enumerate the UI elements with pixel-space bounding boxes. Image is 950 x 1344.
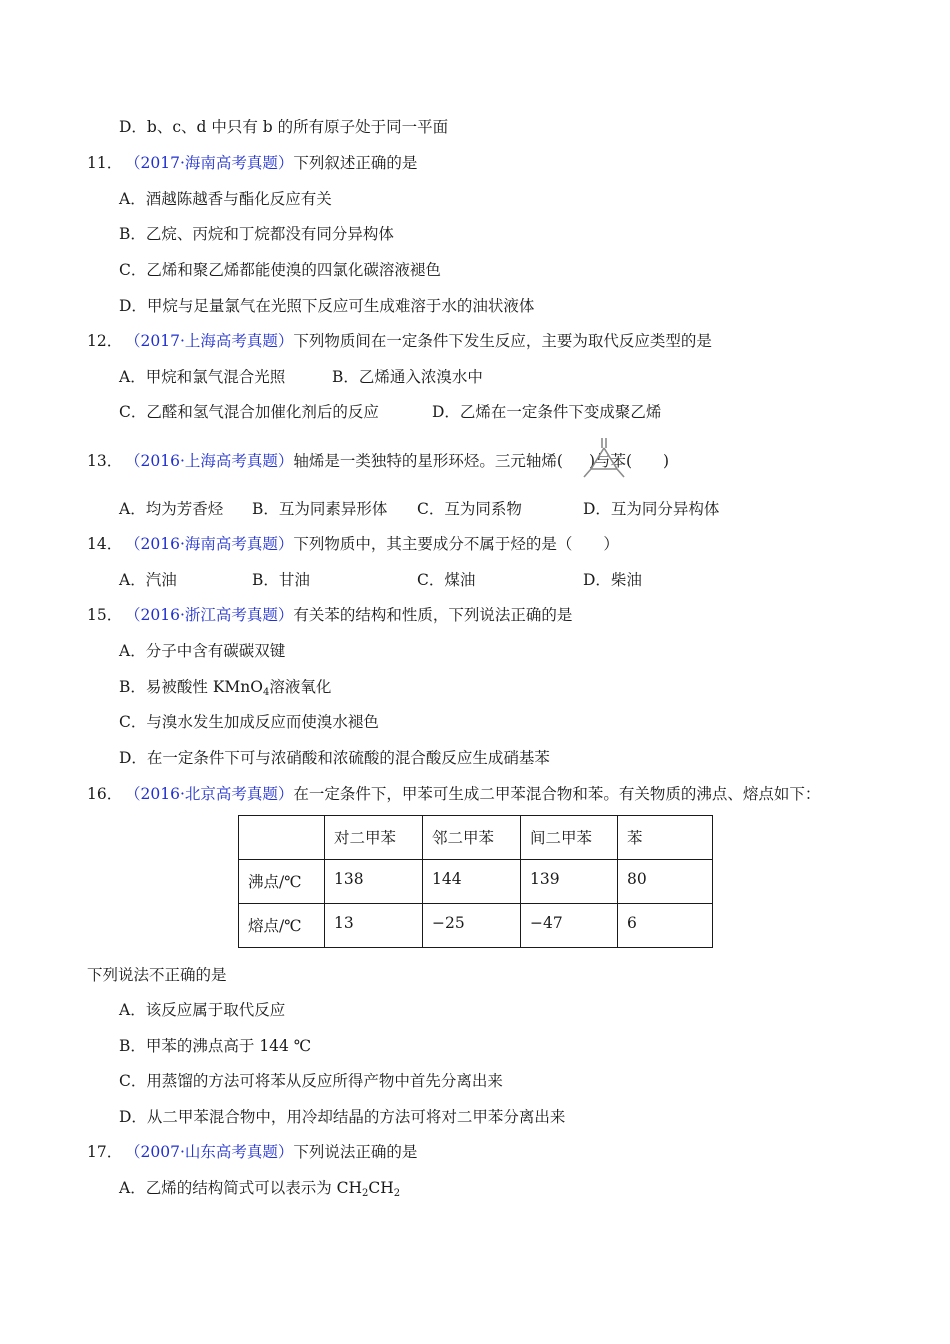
question-source: （2016·海南高考真题） xyxy=(125,535,294,553)
question-11 xyxy=(87,153,417,173)
table-header-cell: 苯 xyxy=(618,816,713,860)
question-stem-part-2: )与苯( ) xyxy=(588,452,670,470)
q15-option-b xyxy=(119,677,331,703)
option-text: CH xyxy=(368,1179,394,1197)
q15-option-c: C．与溴水发生加成反应而使溴水褪色 xyxy=(119,713,379,731)
question-stem: 下列物质间在一定条件下发生反应，主要为取代反应类型的是 xyxy=(293,332,712,350)
question-number: 11． xyxy=(87,154,123,172)
q11-option-b: B．乙烷、丙烷和丁烷都没有同分异构体 xyxy=(119,225,394,243)
subscript: 4 xyxy=(262,687,270,698)
q13-option-d: D．互为同分异构体 xyxy=(583,500,720,518)
question-number: 17． xyxy=(87,1143,123,1161)
table-cell: 144 xyxy=(423,860,521,904)
table-cell: 6 xyxy=(618,904,713,948)
table-cell: −47 xyxy=(521,904,618,948)
properties-table xyxy=(238,815,713,948)
question-source: （2016·北京高考真题） xyxy=(125,785,294,803)
table-cell: 13 xyxy=(325,904,423,948)
table-cell: 138 xyxy=(325,860,423,904)
question-number: 14． xyxy=(87,535,123,553)
q16-lead-text: 下列说法不正确的是 xyxy=(87,966,227,984)
question-stem: 下列物质中，其主要成分不属于烃的是（ ） xyxy=(293,535,619,553)
question-12 xyxy=(87,331,712,351)
table-header-cell: 邻二甲苯 xyxy=(423,816,521,860)
subscript: 2 xyxy=(393,1188,401,1199)
table-header-row xyxy=(239,816,713,860)
q11-option-c: C．乙烯和聚乙烯都能使溴的四氯化碳溶液褪色 xyxy=(119,261,441,279)
q14-option-b: B．甘油 xyxy=(252,571,310,589)
table-header-cell: 对二甲苯 xyxy=(325,816,423,860)
question-number: 15． xyxy=(87,606,123,624)
q14-option-d: D．柴油 xyxy=(583,571,642,589)
question-source: （2016·上海高考真题） xyxy=(125,452,294,470)
question-stem-part-1: 轴烯是一类独特的星形环烃。三元轴烯( xyxy=(293,452,563,470)
table-cell xyxy=(239,816,325,860)
table-row xyxy=(239,860,713,904)
question-16 xyxy=(87,784,820,804)
q13-option-c: C．互为同系物 xyxy=(417,500,522,518)
question-number: 16． xyxy=(87,785,123,803)
q16-option-c: C．用蒸馏的方法可将苯从反应所得产物中首先分离出来 xyxy=(119,1072,503,1090)
q16-option-d: D．从二甲苯混合物中，用冷却结晶的方法可将对二甲苯分离出来 xyxy=(119,1108,566,1126)
question-number: 13． xyxy=(87,452,123,470)
table-row-label: 熔点/℃ xyxy=(239,904,325,948)
triaxialene-structure-image xyxy=(583,436,625,480)
q11-option-d: D．甲烷与足量氯气在光照下反应可生成难溶于水的油状液体 xyxy=(119,297,535,315)
q17-option-a xyxy=(119,1178,400,1204)
table-cell: 139 xyxy=(521,860,618,904)
q13-option-b: B．互为同素异形体 xyxy=(252,500,388,518)
table-cell: 80 xyxy=(618,860,713,904)
question-stem: 下列叙述正确的是 xyxy=(293,154,418,172)
question-13 xyxy=(87,451,669,471)
question-15 xyxy=(87,605,572,625)
option-text: B．易被酸性 KMnO xyxy=(119,678,263,696)
option-text: 溶液氧化 xyxy=(269,678,332,696)
table-row xyxy=(239,904,713,948)
question-source: （2017·海南高考真题） xyxy=(125,154,294,172)
question-source: （2007·山东高考真题） xyxy=(125,1143,294,1161)
q15-option-a: A．分子中含有碳碳双键 xyxy=(119,642,286,660)
question-source: （2017·上海高考真题） xyxy=(125,332,294,350)
q12-option-c: C．乙醛和氢气混合加催化剂后的反应 xyxy=(119,403,379,421)
question-number: 12． xyxy=(87,332,123,350)
q16-option-b: B．甲苯的沸点高于 144 ℃ xyxy=(119,1037,312,1055)
q15-option-d: D．在一定条件下可与浓硝酸和浓硫酸的混合酸反应生成硝基苯 xyxy=(119,749,550,767)
q10-option-d: D．b、c、d 中只有 b 的所有原子处于同一平面 xyxy=(119,118,449,136)
table-row-label: 沸点/℃ xyxy=(239,860,325,904)
q12-option-b: B．乙烯通入浓溴水中 xyxy=(332,368,483,386)
q14-option-a: A．汽油 xyxy=(119,571,177,589)
q14-option-c: C．煤油 xyxy=(417,571,476,589)
question-14 xyxy=(87,534,619,554)
subscript: 2 xyxy=(362,1188,369,1199)
question-stem: 有关苯的结构和性质，下列说法正确的是 xyxy=(293,606,573,624)
table-header-cell: 间二甲苯 xyxy=(521,816,618,860)
q12-option-a: A．甲烷和氯气混合光照 xyxy=(119,368,286,386)
question-stem: 在一定条件下，甲苯可生成二甲苯混合物和苯。有关物质的沸点、熔点如下： xyxy=(293,785,821,803)
q11-option-a: A．酒越陈越香与酯化反应有关 xyxy=(119,190,332,208)
q16-option-a: A．该反应属于取代反应 xyxy=(119,1001,286,1019)
q13-option-a: A．均为芳香烃 xyxy=(119,500,224,518)
question-17 xyxy=(87,1142,417,1162)
question-stem: 下列说法正确的是 xyxy=(293,1143,418,1161)
table-cell: −25 xyxy=(423,904,521,948)
question-source: （2016·浙江高考真题） xyxy=(125,606,294,624)
option-text: A．乙烯的结构简式可以表示为 CH xyxy=(119,1179,362,1197)
q12-option-d: D．乙烯在一定条件下变成聚乙烯 xyxy=(432,403,662,421)
